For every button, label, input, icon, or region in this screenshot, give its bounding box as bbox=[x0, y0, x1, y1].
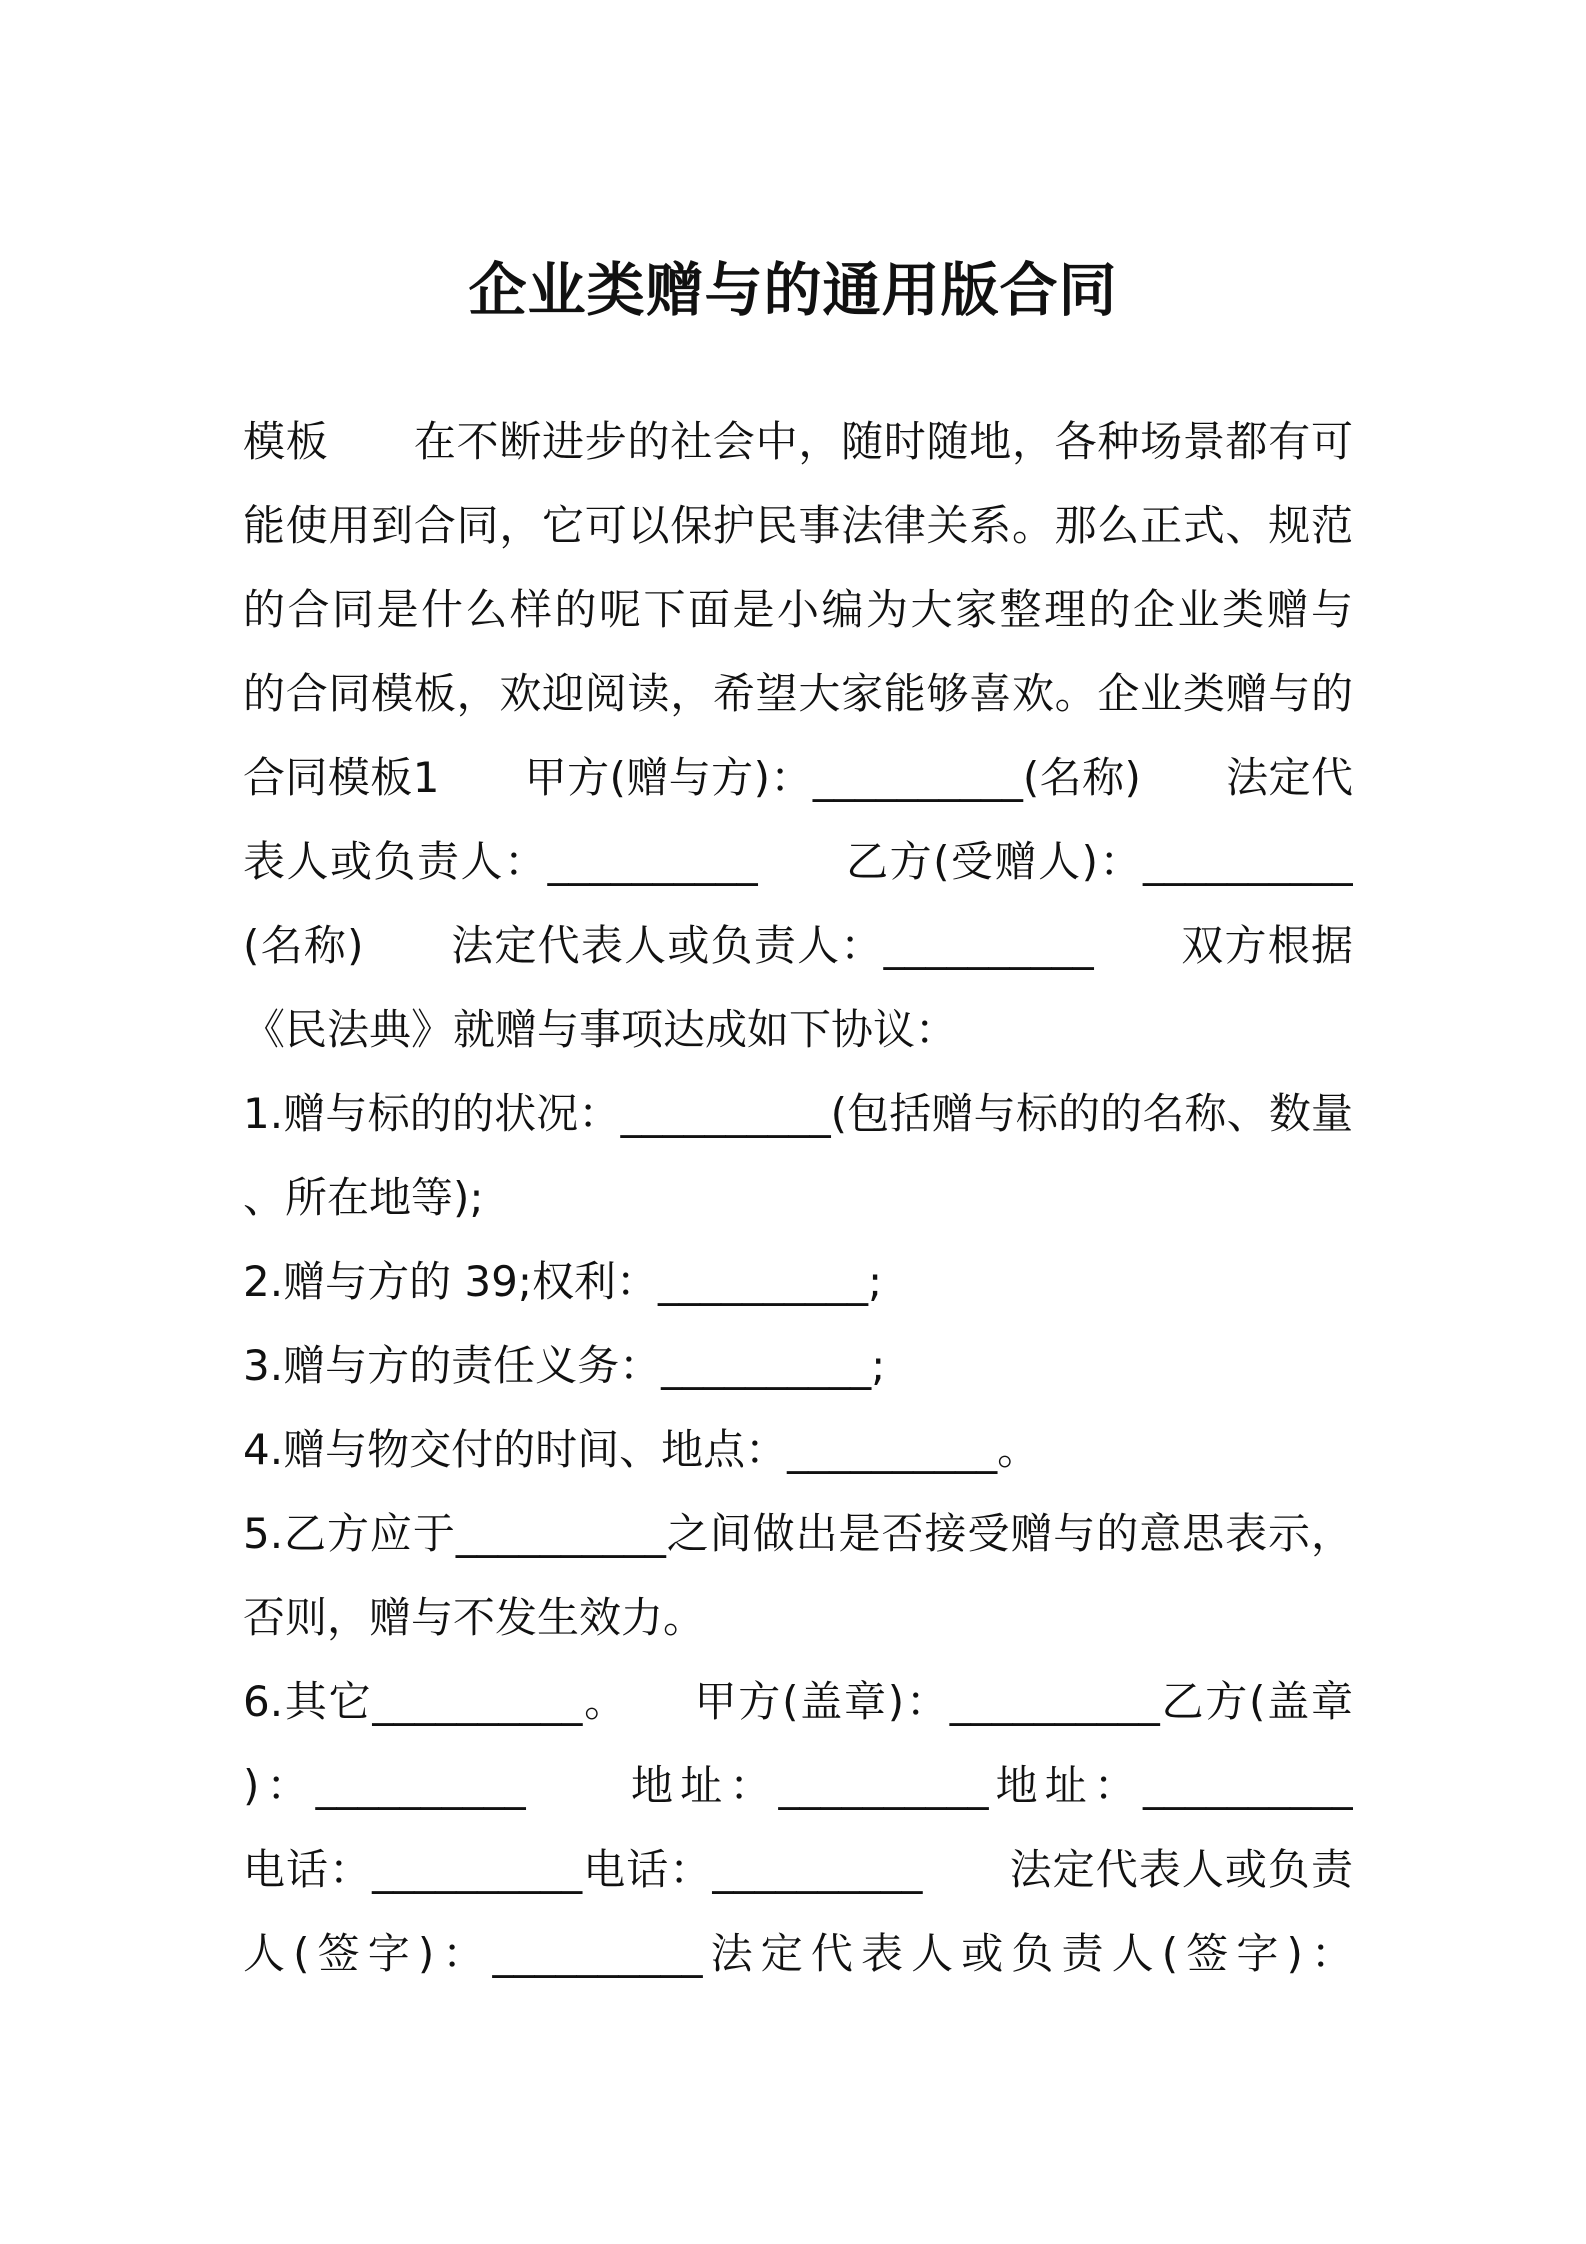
body-line-1: 模板 在不断进步的社会中，随时随地，各种场景都有可 bbox=[243, 417, 1353, 466]
body-line-5: 合同模板1 甲方(赠与方)：__________(名称) 法定代 bbox=[243, 753, 1353, 802]
body-line-18: 电话：__________电话：__________ 法定代表人或负责 bbox=[243, 1845, 1353, 1894]
body-line-10: 、所在地等); bbox=[243, 1173, 484, 1222]
body-line-13: 4.赠与物交付的时间、地点：__________。 bbox=[243, 1425, 1040, 1474]
document-body bbox=[243, 400, 1353, 1996]
body-line-2: 能使用到合同，它可以保护民事法律关系。那么正式、规范 bbox=[243, 501, 1353, 550]
body-line-3: 的合同是什么样的呢下面是小编为大家整理的企业类赠与 bbox=[243, 585, 1353, 634]
body-line-7: (名称) 法定代表人或负责人：__________ 双方根据 bbox=[243, 921, 1353, 970]
document-title: 企业类赠与的通用版合同 bbox=[468, 256, 1118, 324]
body-line-16: 6.其它__________。 甲方(盖章)：__________乙方(盖章 bbox=[243, 1677, 1353, 1726]
body-line-9: 1.赠与标的的状况：__________(包括赠与标的的名称、数量 bbox=[243, 1089, 1353, 1138]
body-line-12: 3.赠与方的责任义务：__________; bbox=[243, 1341, 886, 1390]
body-line-17: )：__________ 地址：__________地址：__________ bbox=[243, 1761, 1353, 1810]
body-line-19: 人(签字)：__________法定代表人或负责人(签字)： bbox=[243, 1929, 1353, 1978]
body-line-14: 5.乙方应于__________之间做出是否接受赠与的意思表示， bbox=[243, 1509, 1353, 1558]
body-line-8: 《民法典》就赠与事项达成如下协议： bbox=[243, 1005, 958, 1054]
body-line-4: 的合同模板，欢迎阅读，希望大家能够喜欢。企业类赠与的 bbox=[243, 669, 1353, 718]
body-line-15: 否则，赠与不发生效力。 bbox=[243, 1593, 706, 1642]
body-line-6: 表人或负责人：__________ 乙方(受赠人)：__________ bbox=[243, 837, 1353, 886]
body-line-11: 2.赠与方的 39;权利：__________; bbox=[243, 1257, 883, 1306]
